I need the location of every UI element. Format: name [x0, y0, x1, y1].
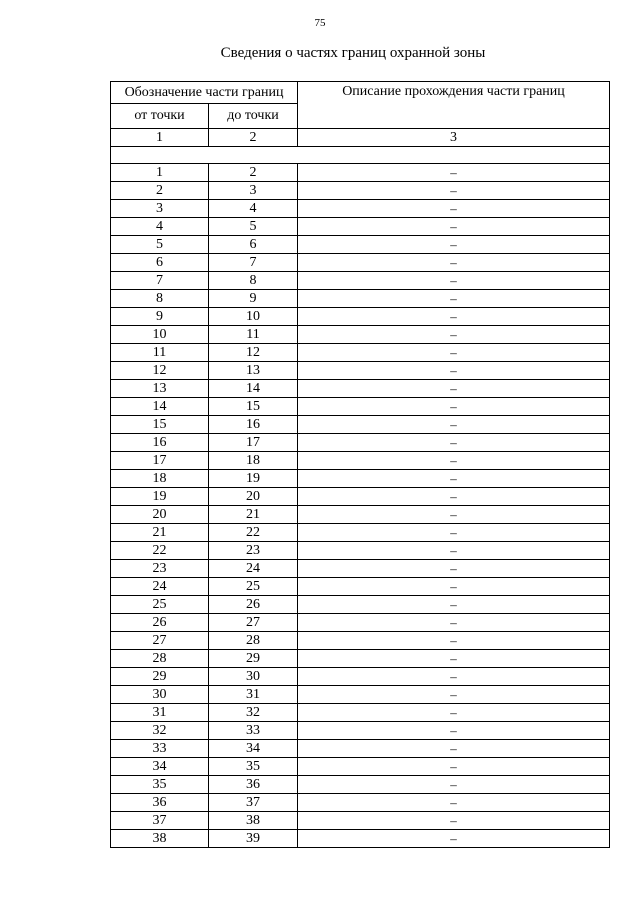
to-point-cell: 23 — [209, 542, 298, 560]
from-point-cell: 13 — [111, 380, 209, 398]
to-point-cell: 29 — [209, 650, 298, 668]
from-point-cell: 4 — [111, 218, 209, 236]
to-point-cell: 35 — [209, 758, 298, 776]
description-cell: – — [298, 290, 610, 308]
from-point-cell: 37 — [111, 812, 209, 830]
column-number-cell: 2 — [209, 129, 298, 147]
description-cell: – — [298, 578, 610, 596]
table-row — [111, 416, 610, 434]
to-point-cell: 19 — [209, 470, 298, 488]
from-point-cell: 5 — [111, 236, 209, 254]
description-cell: – — [298, 398, 610, 416]
to-point-cell: 17 — [209, 434, 298, 452]
from-point-cell: 24 — [111, 578, 209, 596]
to-point-cell: 4 — [209, 200, 298, 218]
table-row — [111, 200, 610, 218]
to-point-cell: 9 — [209, 290, 298, 308]
description-cell: – — [298, 686, 610, 704]
table-row — [111, 812, 610, 830]
from-point-cell: 21 — [111, 524, 209, 542]
from-point-cell: 12 — [111, 362, 209, 380]
table-row — [111, 596, 610, 614]
description-cell: – — [298, 488, 610, 506]
table-row — [111, 182, 610, 200]
to-point-cell: 15 — [209, 398, 298, 416]
table-row — [111, 722, 610, 740]
to-point-cell: 6 — [209, 236, 298, 254]
description-cell: – — [298, 704, 610, 722]
to-point-cell: 28 — [209, 632, 298, 650]
description-cell: – — [298, 506, 610, 524]
from-point-cell: 27 — [111, 632, 209, 650]
table-row — [111, 434, 610, 452]
to-point-cell: 8 — [209, 272, 298, 290]
description-cell: – — [298, 542, 610, 560]
page-number: 75 — [314, 17, 326, 29]
to-point-cell: 34 — [209, 740, 298, 758]
from-point-cell: 9 — [111, 308, 209, 326]
description-cell: – — [298, 722, 610, 740]
from-point-cell: 29 — [111, 668, 209, 686]
column-number-cell: 1 — [111, 129, 209, 147]
to-point-cell: 3 — [209, 182, 298, 200]
to-point-cell: 7 — [209, 254, 298, 272]
to-point-cell: 2 — [209, 164, 298, 182]
header-to-cell: до точки — [209, 104, 298, 129]
table-row — [111, 326, 610, 344]
document-title: Сведения о частях границ охранной зоны — [220, 45, 486, 61]
table-row — [111, 614, 610, 632]
header-row — [111, 82, 610, 104]
boundary-parts-table — [110, 81, 610, 848]
to-point-cell: 12 — [209, 344, 298, 362]
to-point-cell: 22 — [209, 524, 298, 542]
description-cell: – — [298, 740, 610, 758]
to-point-cell: 16 — [209, 416, 298, 434]
table-row — [111, 740, 610, 758]
description-cell: – — [298, 668, 610, 686]
column-number-row — [111, 129, 610, 147]
table-row — [111, 704, 610, 722]
description-cell: – — [298, 434, 610, 452]
from-point-cell: 35 — [111, 776, 209, 794]
table-row — [111, 794, 610, 812]
description-cell: – — [298, 614, 610, 632]
from-point-cell: 26 — [111, 614, 209, 632]
description-cell: – — [298, 812, 610, 830]
description-cell: – — [298, 470, 610, 488]
from-point-cell: 8 — [111, 290, 209, 308]
to-point-cell: 33 — [209, 722, 298, 740]
from-point-cell: 2 — [111, 182, 209, 200]
header-group-cell: Обозначение части границ — [111, 82, 298, 104]
header-from-cell: от точки — [111, 104, 209, 129]
description-cell: – — [298, 830, 610, 848]
from-point-cell: 20 — [111, 506, 209, 524]
to-point-cell: 13 — [209, 362, 298, 380]
description-cell: – — [298, 452, 610, 470]
table-row — [111, 542, 610, 560]
from-point-cell: 33 — [111, 740, 209, 758]
from-point-cell: 10 — [111, 326, 209, 344]
from-point-cell: 16 — [111, 434, 209, 452]
table-row — [111, 758, 610, 776]
description-cell: – — [298, 344, 610, 362]
from-point-cell: 15 — [111, 416, 209, 434]
to-point-cell: 25 — [209, 578, 298, 596]
to-point-cell: 39 — [209, 830, 298, 848]
table-row — [111, 362, 610, 380]
from-point-cell: 28 — [111, 650, 209, 668]
table-row — [111, 164, 610, 182]
to-point-cell: 14 — [209, 380, 298, 398]
from-point-cell: 17 — [111, 452, 209, 470]
description-cell: – — [298, 218, 610, 236]
table-row — [111, 524, 610, 542]
to-point-cell: 11 — [209, 326, 298, 344]
table-row — [111, 686, 610, 704]
from-point-cell: 18 — [111, 470, 209, 488]
to-point-cell: 5 — [209, 218, 298, 236]
to-point-cell: 10 — [209, 308, 298, 326]
to-point-cell: 36 — [209, 776, 298, 794]
table-row — [111, 272, 610, 290]
table-row — [111, 830, 610, 848]
table-row — [111, 668, 610, 686]
table-row — [111, 506, 610, 524]
column-number-cell: 3 — [298, 129, 610, 147]
table-row — [111, 452, 610, 470]
to-point-cell: 18 — [209, 452, 298, 470]
description-cell: – — [298, 416, 610, 434]
to-point-cell: 24 — [209, 560, 298, 578]
from-point-cell: 30 — [111, 686, 209, 704]
table-row — [111, 560, 610, 578]
from-point-cell: 22 — [111, 542, 209, 560]
description-cell: – — [298, 182, 610, 200]
from-point-cell: 25 — [111, 596, 209, 614]
to-point-cell: 30 — [209, 668, 298, 686]
header-description-cell: Описание прохождения части границ — [298, 82, 610, 129]
from-point-cell: 38 — [111, 830, 209, 848]
from-point-cell: 34 — [111, 758, 209, 776]
to-point-cell: 38 — [209, 812, 298, 830]
description-cell: – — [298, 308, 610, 326]
description-cell: – — [298, 200, 610, 218]
from-point-cell: 23 — [111, 560, 209, 578]
description-cell: – — [298, 164, 610, 182]
description-cell: – — [298, 758, 610, 776]
description-cell: – — [298, 236, 610, 254]
description-cell: – — [298, 380, 610, 398]
table-row — [111, 632, 610, 650]
table-row — [111, 308, 610, 326]
description-cell: – — [298, 650, 610, 668]
table-row — [111, 650, 610, 668]
from-point-cell: 6 — [111, 254, 209, 272]
from-point-cell: 36 — [111, 794, 209, 812]
from-point-cell: 3 — [111, 200, 209, 218]
to-point-cell: 32 — [209, 704, 298, 722]
spacer-row — [111, 147, 610, 164]
to-point-cell: 20 — [209, 488, 298, 506]
table-row — [111, 344, 610, 362]
from-point-cell: 11 — [111, 344, 209, 362]
description-cell: – — [298, 272, 610, 290]
table-row — [111, 290, 610, 308]
table-row — [111, 578, 610, 596]
to-point-cell: 26 — [209, 596, 298, 614]
from-point-cell: 31 — [111, 704, 209, 722]
description-cell: – — [298, 326, 610, 344]
spacer-cell — [111, 147, 610, 164]
from-point-cell: 7 — [111, 272, 209, 290]
table-row — [111, 236, 610, 254]
table-row — [111, 488, 610, 506]
description-cell: – — [298, 596, 610, 614]
table-row — [111, 776, 610, 794]
from-point-cell: 14 — [111, 398, 209, 416]
table-row — [111, 218, 610, 236]
description-cell: – — [298, 632, 610, 650]
table-row — [111, 380, 610, 398]
description-cell: – — [298, 362, 610, 380]
description-cell: – — [298, 794, 610, 812]
to-point-cell: 31 — [209, 686, 298, 704]
to-point-cell: 21 — [209, 506, 298, 524]
description-cell: – — [298, 524, 610, 542]
to-point-cell: 37 — [209, 794, 298, 812]
table-row — [111, 470, 610, 488]
to-point-cell: 27 — [209, 614, 298, 632]
from-point-cell: 32 — [111, 722, 209, 740]
description-cell: – — [298, 776, 610, 794]
from-point-cell: 19 — [111, 488, 209, 506]
table-row — [111, 254, 610, 272]
description-cell: – — [298, 254, 610, 272]
from-point-cell: 1 — [111, 164, 209, 182]
table-row — [111, 398, 610, 416]
description-cell: – — [298, 560, 610, 578]
